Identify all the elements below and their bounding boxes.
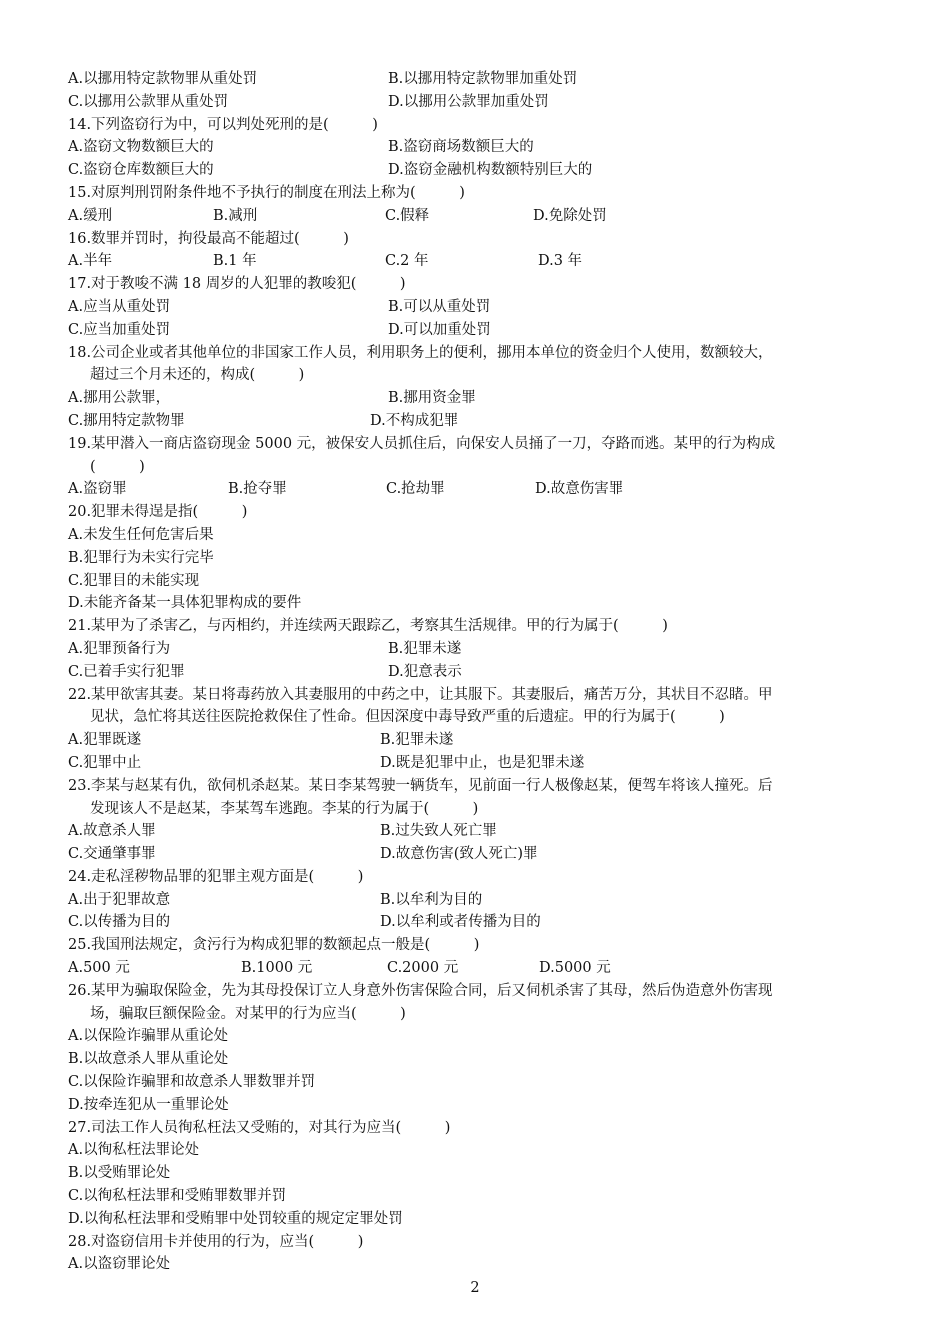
q21-option-b: B.犯罪未遂 xyxy=(388,640,462,657)
q15-options-row xyxy=(68,205,884,228)
q26-stem-line2: 场，骗取巨额保险金。对某甲的行为应当( ) xyxy=(90,1005,406,1022)
q14-option-b: B.盗窃商场数额巨大的 xyxy=(388,139,534,156)
q25-option-b: B.1000 元 xyxy=(241,960,313,977)
q18-options-row1 xyxy=(68,387,884,410)
q26-option-d: D.按牵连犯从一重罪论处 xyxy=(68,1096,229,1113)
q20-option-c: C.犯罪目的未能实现 xyxy=(68,572,200,589)
q19-stem-line2: ( ) xyxy=(90,458,145,475)
q14-option-c: C.盗窃仓库数额巨大的 xyxy=(68,162,214,179)
q14-options-row2 xyxy=(68,159,884,182)
q19-option-b: B.抢夺罪 xyxy=(228,481,287,498)
q17-option-c: C.应当加重处罚 xyxy=(68,321,171,338)
q26-option-a: A.以保险诈骗罪从重论处 xyxy=(68,1028,229,1045)
q21-options-row1 xyxy=(68,638,884,661)
q18-options-row2 xyxy=(68,410,884,433)
q24-option-b: B.以牟利为目的 xyxy=(380,891,483,908)
q23-options-row1 xyxy=(68,820,884,843)
q13-options-row2 xyxy=(68,91,884,114)
q14-options-row1 xyxy=(68,136,884,159)
q18-stem-line2: 超过三个月未还的，构成( ) xyxy=(90,367,305,384)
q18-option-b: B.挪用资金罪 xyxy=(388,390,476,407)
q18-option-d: D.不构成犯罪 xyxy=(370,412,459,429)
q18-stem-line1: 18.公司企业或者其他单位的非国家工作人员，利用职务上的便利，挪用本单位的资金归个人使用，数额较大， xyxy=(68,344,773,361)
q16-option-b: B.1 年 xyxy=(213,253,257,270)
q24-options-row1 xyxy=(68,889,884,912)
q26-option-b: B.以故意杀人罪从重论处 xyxy=(68,1051,229,1068)
q18-option-a: A.挪用公款罪， xyxy=(68,390,171,407)
q21-option-a: A.犯罪预备行为 xyxy=(68,640,171,657)
q13-option-b: B.以挪用特定款物罪加重处罚 xyxy=(388,71,578,87)
q23-option-d: D.故意伤害(致人死亡)罪 xyxy=(380,846,538,863)
q19-stem-line1: 19.某甲潜入一商店盗窃现金 5000 元，被保安人员抓住后，向保安人员捅了一刀，夺路而逃。某甲的行为构成 xyxy=(68,435,776,452)
q22-option-c: C.犯罪中止 xyxy=(68,754,142,771)
q16-options-row xyxy=(68,250,884,273)
q13-option-a: A.以挪用特定款物罪从重处罚 xyxy=(68,71,258,87)
q16-option-d: D.3 年 xyxy=(538,253,583,270)
q23-stem-line1: 23.李某与赵某有仇，欲伺机杀赵某。某日李某驾驶一辆货车，见前面一行人极像赵某，便驾车将该人撞死。后 xyxy=(68,777,773,794)
q22-stem-line1: 22.某甲欲害其妻。某日将毒药放入其妻服用的中药之中，让其服下。其妻服后，痛苦万分，其状目不忍睹。甲 xyxy=(68,686,773,703)
q20-stem: 20.犯罪未得逞是指( ) xyxy=(68,504,248,521)
q22-option-a: A.犯罪既遂 xyxy=(68,732,142,749)
q19-options-row xyxy=(68,478,884,501)
q22-option-b: B.犯罪未遂 xyxy=(380,732,454,749)
q22-option-d: D.既是犯罪中止，也是犯罪未遂 xyxy=(380,754,585,771)
exam-page xyxy=(68,68,884,1276)
q17-options-row1 xyxy=(68,296,884,319)
q25-stem: 25.我国刑法规定，贪污行为构成犯罪的数额起点一般是( ) xyxy=(68,937,480,954)
q27-option-c: C.以徇私枉法罪和受贿罪数罪并罚 xyxy=(68,1188,287,1205)
q22-stem-line2: 见状，急忙将其送往医院抢救保住了性命。但因深度中毒导致严重的后遗症。甲的行为属于( ) xyxy=(90,709,725,726)
q23-option-c: C.交通肇事罪 xyxy=(68,846,156,863)
q16-option-c: C.2 年 xyxy=(385,253,429,270)
q22-options-row2 xyxy=(68,752,884,775)
q18-option-c: C.挪用特定款物罪 xyxy=(68,412,185,429)
q20-option-d: D.未能齐备某一具体犯罪构成的要件 xyxy=(68,595,302,612)
q15-stem: 15.对原判刑罚附条件地不予执行的制度在刑法上称为( ) xyxy=(68,184,465,201)
q27-stem: 27.司法工作人员徇私枉法又受贿的，对其行为应当( ) xyxy=(68,1119,451,1136)
q17-stem: 17.对于教唆不满 18 周岁的人犯罪的教唆犯( ) xyxy=(68,276,406,293)
q24-option-a: A.出于犯罪故意 xyxy=(68,891,171,908)
q15-option-d: D.免除处罚 xyxy=(533,207,607,224)
q21-option-d: D.犯意表示 xyxy=(388,663,462,680)
q15-option-c: C.假释 xyxy=(385,207,430,224)
q14-option-d: D.盗窃金融机构数额特别巨大的 xyxy=(388,162,593,179)
q24-option-c: C.以传播为目的 xyxy=(68,914,171,931)
q23-options-row2 xyxy=(68,843,884,866)
q21-stem: 21.某甲为了杀害乙，与丙相约，并连续两天跟踪乙，考察其生活规律。甲的行为属于( ) xyxy=(68,618,668,635)
q16-option-a: A.半年 xyxy=(68,253,113,270)
q21-options-row2 xyxy=(68,661,884,684)
q17-option-b: B.可以从重处罚 xyxy=(388,298,491,315)
q13-option-d: D.以挪用公款罪加重处罚 xyxy=(388,93,549,110)
q26-option-c: C.以保险诈骗罪和故意杀人罪数罪并罚 xyxy=(68,1074,316,1091)
q14-stem: 14.下列盗窃行为中，可以判处死刑的是( ) xyxy=(68,116,378,133)
q17-option-a: A.应当从重处罚 xyxy=(68,298,171,315)
q19-option-d: D.故意伤害罪 xyxy=(535,481,624,498)
q15-option-a: A.缓刑 xyxy=(68,207,113,224)
q23-option-a: A.故意杀人罪 xyxy=(68,823,156,840)
q19-option-a: A.盗窃罪 xyxy=(68,481,127,498)
q23-option-b: B.过失致人死亡罪 xyxy=(380,823,497,840)
q28-stem: 28.对盗窃信用卡并使用的行为，应当( ) xyxy=(68,1233,364,1250)
q13-options-row1 xyxy=(68,68,884,91)
q25-option-a: A.500 元 xyxy=(68,960,130,977)
q20-option-b: B.犯罪行为未实行完毕 xyxy=(68,549,214,566)
q19-option-c: C.抢劫罪 xyxy=(386,481,445,498)
page-number: 2 xyxy=(470,1280,480,1296)
q20-option-a: A.未发生任何危害后果 xyxy=(68,526,214,543)
q17-option-d: D.可以加重处罚 xyxy=(388,321,491,338)
q16-stem: 16.数罪并罚时，拘役最高不能超过( ) xyxy=(68,230,349,247)
q25-option-c: C.2000 元 xyxy=(387,960,459,977)
q28-option-a: A.以盗窃罪论处 xyxy=(68,1256,171,1273)
q13-option-c: C.以挪用公款罪从重处罚 xyxy=(68,93,229,110)
q22-options-row1 xyxy=(68,729,884,752)
q25-options-row xyxy=(68,957,884,980)
q24-stem: 24.走私淫秽物品罪的犯罪主观方面是( ) xyxy=(68,868,364,885)
q23-stem-line2: 发现该人不是赵某，李某驾车逃跑。李某的行为属于( ) xyxy=(90,800,479,817)
q27-option-a: A.以徇私枉法罪论处 xyxy=(68,1142,200,1159)
q15-option-b: B.减刑 xyxy=(213,207,258,224)
q24-options-row2 xyxy=(68,911,884,934)
q24-option-d: D.以牟利或者传播为目的 xyxy=(380,914,541,931)
q27-option-b: B.以受贿罪论处 xyxy=(68,1165,171,1182)
q25-option-d: D.5000 元 xyxy=(539,960,611,977)
q17-options-row2 xyxy=(68,319,884,342)
q27-option-d: D.以徇私枉法罪和受贿罪中处罚较重的规定定罪处罚 xyxy=(68,1210,403,1227)
q26-stem-line1: 26.某甲为骗取保险金，先为其母投保订立人身意外伤害保险合同，后又伺机杀害了其母，然后伪造意外伤害现 xyxy=(68,982,773,999)
q21-option-c: C.已着手实行犯罪 xyxy=(68,663,185,680)
q14-option-a: A.盗窃文物数额巨大的 xyxy=(68,139,214,156)
